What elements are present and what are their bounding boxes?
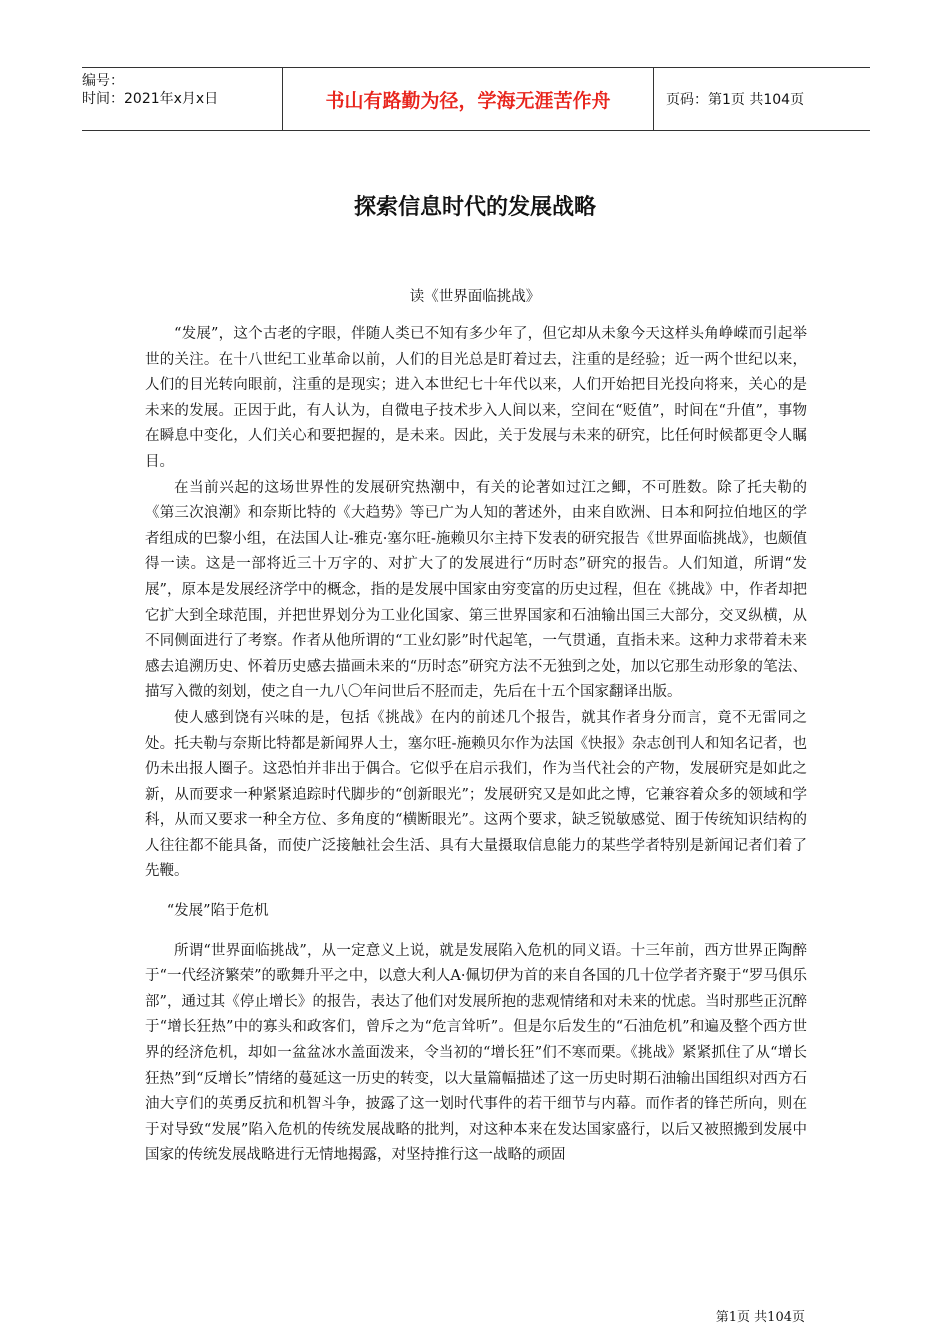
body-paragraph-4: 所谓“世界面临挑战”，从一定意义上说，就是发展陷入危机的同义语。十三年前，西方世界正陶醉于“一代经济繁荣”的歌舞升平之中，以意大利人A·佩切伊为首的来自各国的几十位学者齐聚于“罗马俱乐部”，通过其《停止增长》的报告，表达了他们对发展所抱的悲观情绪和对未来的忧虑。当时那些正沉醉于“增长狂热”中的寡头和政客们，曾斥之为“危言耸听”。但是尔后发生的“石油危机”和遍及整个西方世界的经济危机，却如一盆盆冰水盖面泼来，令当初的“增长狂”们不寒而栗。《挑战》紧紧抓住了从“增长狂热”到“反增长”情绪的蔓延这一历史的转变，以大量篇幅描述了这一历史时期石油输出国组织对西方石油大亨们的英勇反抗和机智斗争，披露了这一划时代事件的若干细节与内幕。而作者的锋芒所向，则在于对导致“发展”陷入危机的传统发展战略的批判，对这种本来在发达国家盛行，以后又被照搬到发展中国家的传统发展战略进行无情地揭露，对坚持推行这一战略的顽固	[145, 942, 807, 1164]
header-page-info: 页码：第1页 共104页	[666, 92, 805, 108]
header-motto: 书山有路勤为径，学海无涯苦作舟	[282, 68, 654, 130]
header-meta	[82, 68, 282, 130]
section-heading: “发展”陷于危机	[166, 903, 269, 920]
page-header	[82, 67, 870, 131]
document-date: 时间：2021年x月x日	[82, 91, 219, 107]
document-number-label: 编号：	[82, 73, 124, 89]
document-body	[145, 322, 807, 1169]
document-subtitle: 读《世界面临挑战》	[409, 289, 541, 305]
body-paragraph-1: “发展”，这个古老的字眼，伴随人类已不知有多少年了，但它却从未象今天这样头角峥嵘而引起举世的关注。在十八世纪工业革命以前，人们的目光总是盯着过去，注重的是经验；近一两个世纪以来，人们的目光转向眼前，注重的是现实；进入本世纪七十年代以来，人们开始把目光投向将来，关心的是未来的发展。正因于此，有人认为，自微电子技术步入人间以来，空间在“贬值”，时间在“升值”，事物在瞬息中变化，人们关心和要把握的，是未来。因此，关于发展与未来的研究，比任何时候都更令人瞩目。	[145, 326, 807, 470]
document-title: 探索信息时代的发展战略	[353, 195, 596, 220]
page-footer: 第1页 共104页	[715, 1310, 805, 1325]
body-paragraph-3: 使人感到饶有兴味的是，包括《挑战》在内的前述几个报告，就其作者身分而言，竟不无雷同之处。托夫勒与奈斯比特都是新闻界人士，塞尔旺-施赖贝尔作为法国《快报》杂志创刊人和知名记者，也仍未出报人圈子。这恐怕并非出于偶合。它似乎在启示我们，作为当代社会的产物，发展研究是如此之新，从而要求一种紧紧追踪时代脚步的“创新眼光”；发展研究又是如此之博，它兼容着众多的领域和学科，从而又要求一种全方位、多角度的“横断眼光”。这两个要求，缺乏锐敏感觉、囿于传统知识结构的人往往都不能具备，而使广泛接触社会生活、具有大量摄取信息能力的某些学者特别是新闻记者们着了先鞭。	[145, 709, 807, 880]
body-paragraph-2: 在当前兴起的这场世界性的发展研究热潮中，有关的论著如过江之鲫，不可胜数。除了托夫勒的《第三次浪潮》和奈斯比特的《大趋势》等已广为人知的著述外，由来自欧洲、日本和阿拉伯地区的学者组成的巴黎小组，在法国人让-雅克·塞尔旺-施赖贝尔主持下发表的研究报告《世界面临挑战》，也颇值得一读。这是一部将近三十万字的、对扩大了的发展进行“历时态”研究的报告。人们知道，所谓“发展”，原本是发展经济学中的概念，指的是发展中国家由穷变富的历史过程，但在《挑战》中，作者却把它扩大到全球范围，并把世界划分为工业化国家、第三世界国家和石油输出国三大部分，交叉纵横，从不同侧面进行了考察。作者从他所谓的“工业幻影”时代起笔，一气贯通，直指未来。这种力求带着未来感去追溯历史、怀着历史感去描画未来的“历时态”研究方法不无独到之处，加以它那生动形象的笔法、描写入微的刻划，使之自一九八〇年问世后不胫而走，先后在十五个国家翻译出版。	[145, 479, 807, 701]
